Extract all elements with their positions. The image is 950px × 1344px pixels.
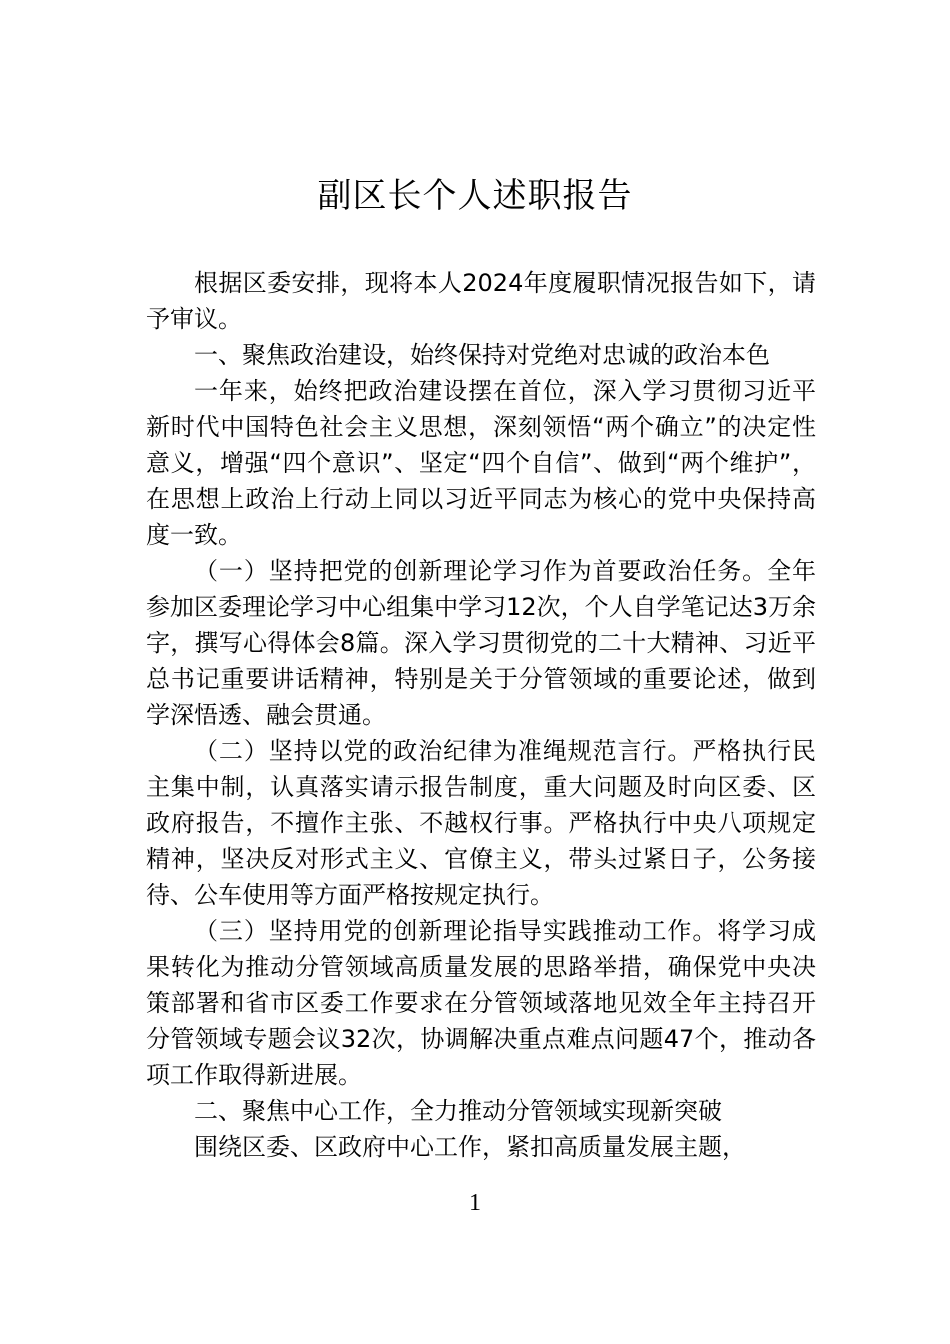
section-heading-2: 二、聚焦中心工作，全力推动分管领域实现新突破: [194, 1097, 722, 1125]
subsection-3-paragraph: （三）坚持用党的创新理论指导实践推动工作。将学习成果转化为推动分管领域高质量发展的思路举措，确保党中央决策部署和省市区委工作要求在分管领域落地见效全年主持召开分管领域专题会议32次，协调解决重点难点问题47个，推动各项工作取得新进展。: [146, 917, 816, 1089]
page-number: 1: [469, 1190, 481, 1216]
subsection-2-paragraph: （二）坚持以党的政治纪律为准绳规范言行。严格执行民主集中制，认真落实请示报告制度，重大问题及时向区委、区政府报告，不擅作主张、不越权行事。严格执行中央八项规定精神，坚决反对形式主义、官僚主义，带头过紧日子，公务接待、公车使用等方面严格按规定执行。: [146, 737, 816, 909]
document-body: [146, 265, 816, 1165]
subsection-1-paragraph: （一）坚持把党的创新理论学习作为首要政治任务。全年参加区委理论学习中心组集中学习12次，个人自学笔记达3万余字，撰写心得体会8篇。深入学习贯彻党的二十大精神、习近平总书记重要讲话精神，特别是关于分管领域的重要论述，做到学深悟透、融会贯通。: [146, 557, 816, 729]
section-2-paragraph: 围绕区委、区政府中心工作，紧扣高质量发展主题，: [194, 1133, 746, 1161]
section-heading-1: 一、聚焦政治建设，始终保持对党绝对忠诚的政治本色: [194, 341, 770, 369]
section-1-paragraph: 一年来，始终把政治建设摆在首位，深入学习贯彻习近平新时代中国特色社会主义思想，深刻领悟“两个确立”的决定性意义，增强“四个意识”、坚定“四个自信”、做到“两个维护”，在思想上政治上行动上同以习近平同志为核心的党中央保持高度一致。: [146, 377, 816, 549]
intro-paragraph: 根据区委安排，现将本人2024年度履职情况报告如下，请予审议。: [146, 269, 816, 333]
document-title: 副区长个人述职报告: [317, 176, 633, 216]
